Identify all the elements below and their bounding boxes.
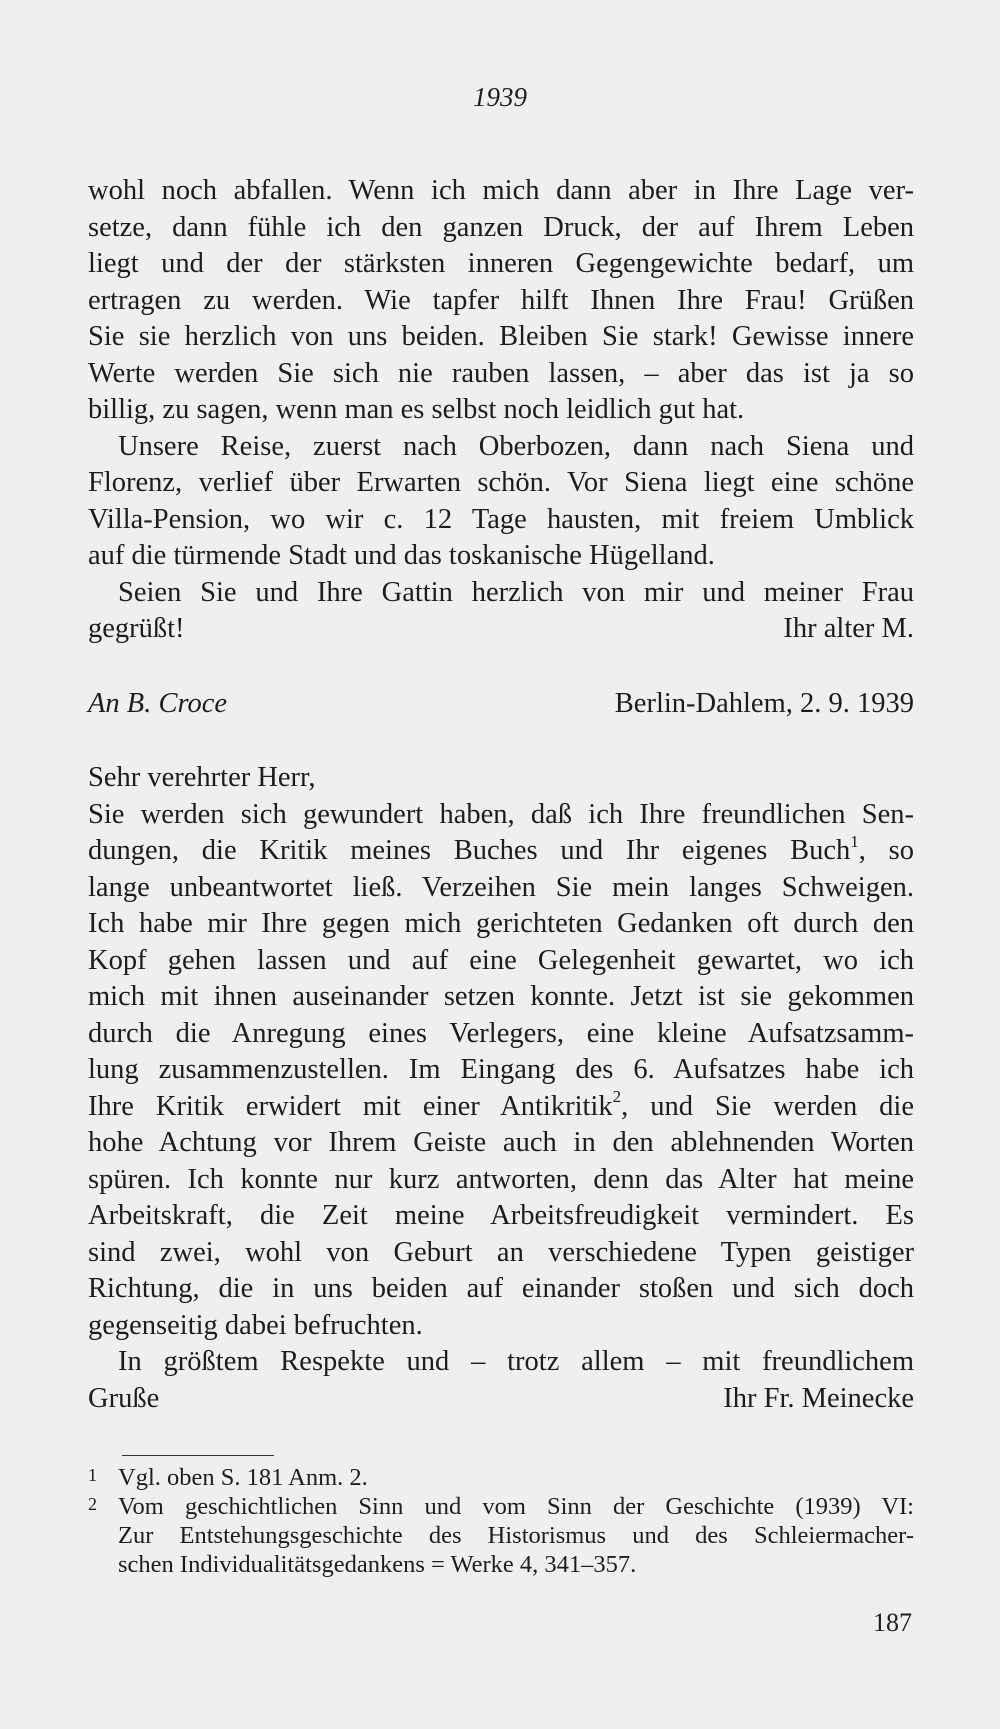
paragraph-2 <box>88 429 914 575</box>
footnotes <box>88 1463 914 1579</box>
spacer <box>88 722 914 760</box>
footnote-line: Zur Entstehungsgeschichte des Historismus und des Schleiermacher- <box>118 1522 914 1549</box>
text-line: sind zwei, wohl von Geburt an verschiedene Typen geistiger <box>88 1236 914 1268</box>
letter-heading <box>88 686 914 723</box>
letter-recipient: An B. Croce <box>88 687 228 719</box>
text-line: Werte werden Sie sich nie rauben lassen, – aber das ist ja so <box>88 357 914 389</box>
paragraph-1 <box>88 173 914 429</box>
letter-body <box>88 760 914 1417</box>
signature: Ihr alter M. <box>783 613 914 644</box>
text-line <box>88 1089 914 1126</box>
text-line: Seien Sie und Ihre Gattin herzlich von mir und meiner Frau <box>118 576 914 608</box>
paragraph-3 <box>88 575 914 648</box>
text-line: Kopf gehen lassen und auf eine Gelegenheit gewartet, wo ich <box>88 944 914 976</box>
text-line: wohl noch abfallen. Wenn ich mich dann aber in Ihre Lage ver- <box>88 175 914 206</box>
text-line: spüren. Ich konnte nur kurz antworten, denn das Alter hat meine <box>88 1163 914 1195</box>
running-header: 1939 <box>473 82 527 112</box>
footnote-line: schen Individualitätsgedankens = Werke 4, 341–357. <box>118 1551 637 1578</box>
salutation: Sehr verehrter Herr, <box>88 762 316 793</box>
text-fragment: , so <box>858 835 914 866</box>
footnote-number: 1 <box>88 1465 97 1485</box>
footnote <box>88 1492 914 1579</box>
text-line: auf die türmende Stadt und das toskanische Hügelland. <box>88 540 715 571</box>
footnote <box>88 1463 914 1492</box>
closing-line <box>88 611 914 648</box>
signature: Ihr Fr. Meinecke <box>723 1382 914 1414</box>
text-line <box>88 833 914 870</box>
text-line: Ich habe mir Ihre gegen mich gerichteten Gedanken oft durch den <box>88 908 914 939</box>
footnote-marker: 1 <box>850 831 859 851</box>
text-line: Unsere Reise, zuerst nach Oberbozen, dann nach Siena und <box>118 430 914 462</box>
footnote-number: 2 <box>88 1494 97 1514</box>
page-number: 187 <box>873 1608 912 1637</box>
text-line: In größtem Respekte und – trotz allem – mit freundlichem <box>118 1346 914 1377</box>
text-fragment: , und Sie werden die <box>621 1090 915 1122</box>
text-fragment: dungen, die Kritik meines Buches und Ihr eigenes Buch <box>88 835 851 866</box>
letter-place-date: Berlin-Dahlem, 2. 9. 1939 <box>614 687 914 719</box>
text-line: Villa-Pension, wo wir c. 12 Tage hausten, mit freiem Umblick <box>88 503 914 535</box>
text-line: Sie sie herzlich von uns beiden. Bleiben Sie stark! Gewisse innere <box>88 321 914 352</box>
footnote-line: Vgl. oben S. 181 Anm. 2. <box>118 1464 368 1491</box>
text-fragment: Ihre Kritik erwidert mit einer Antikritik <box>88 1090 613 1122</box>
text-line: billig, zu sagen, wenn man es selbst noch leidlich gut hat. <box>88 394 745 425</box>
text-line: lung zusammenzustellen. Im Eingang des 6. Aufsatzes habe ich <box>88 1054 914 1085</box>
footnote-line: Vom geschichtlichen Sinn und vom Sinn der Geschichte (1939) VI: <box>118 1493 914 1520</box>
text-line: Arbeitskraft, die Zeit meine Arbeitsfreudigkeit vermindert. Es <box>88 1200 914 1231</box>
text-fragment: Gruße <box>88 1382 160 1414</box>
footnote-marker: 2 <box>612 1087 622 1106</box>
text-line: Richtung, die in uns beiden auf einander stoßen und sich doch <box>88 1273 914 1304</box>
text-line: setze, dann fühle ich den ganzen Druck, der auf Ihrem Leben <box>88 211 914 243</box>
text-line: hohe Achtung vor Ihrem Geiste auch in den ablehnenden Worten <box>88 1127 914 1158</box>
text-line: gegenseitig dabei befruchten. <box>88 1309 423 1341</box>
closing-line <box>88 1381 914 1418</box>
text-line: ertragen zu werden. Wie tapfer hilft Ihnen Ihre Frau! Grüßen <box>88 284 914 316</box>
spacer <box>88 648 914 686</box>
text-line: liegt und der der stärksten inneren Gegengewichte bedarf, um <box>88 248 914 279</box>
text-fragment: gegrüßt! <box>88 613 185 644</box>
text-line: lange unbeantwortet ließ. Verzeihen Sie mein langes Schweigen. <box>88 871 914 903</box>
text-line: durch die Anregung eines Verlegers, eine kleine Aufsatzsamm- <box>88 1017 914 1049</box>
page-body <box>88 173 914 1417</box>
footnote-rule <box>122 1455 274 1456</box>
text-line: Florenz, verlief über Erwarten schön. Vor Siena liegt eine schöne <box>88 467 914 498</box>
text-line: Sie werden sich gewundert haben, daß ich Ihre freundlichen Sen- <box>88 798 914 830</box>
text-line: mich mit ihnen auseinander setzen konnte. Jetzt ist sie gekommen <box>88 981 914 1012</box>
